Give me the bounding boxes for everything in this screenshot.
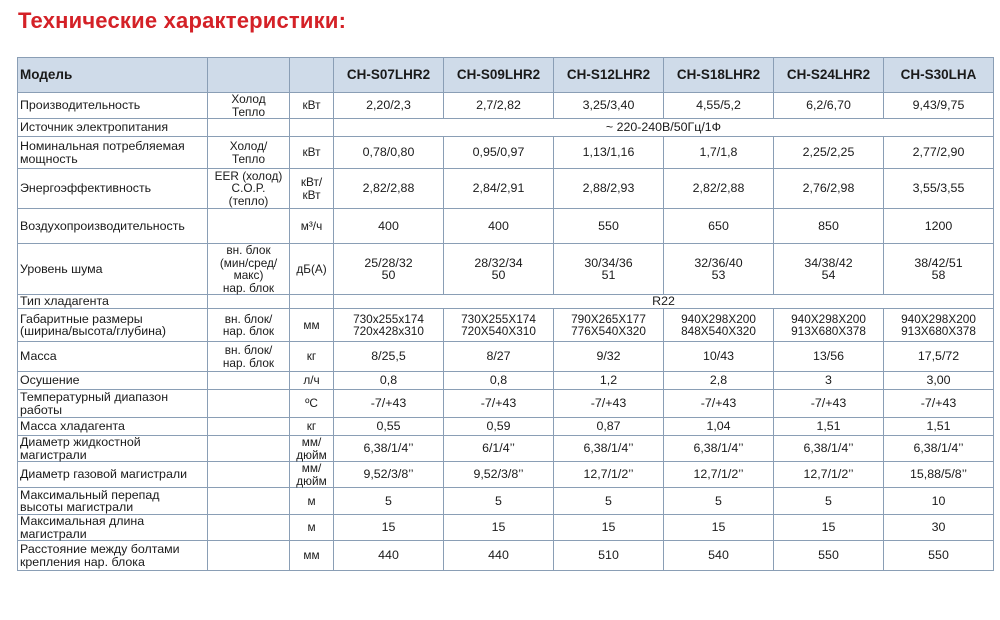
param-sub-cell: Холод/ Тепло [208, 137, 290, 169]
table-row [18, 244, 994, 295]
value-cell: 2,8 [664, 372, 774, 390]
value-cell: 12,7/1/2’’ [554, 462, 664, 488]
value-cell: 15 [774, 515, 884, 541]
value-cell: 6,2/6,70 [774, 93, 884, 119]
value-cell: 400 [444, 209, 554, 244]
table-row [18, 488, 994, 515]
param-name-cell: Энергоэффективность [18, 169, 208, 209]
unit-cell: кг [290, 342, 334, 372]
param-name-cell: Максимальный перепад высоты магистрали [18, 488, 208, 515]
value-cell: 1200 [884, 209, 994, 244]
value-cell: 5 [334, 488, 444, 515]
value-cell: 28/32/34 50 [444, 244, 554, 295]
value-cell: 30 [884, 515, 994, 541]
param-name-cell: Максимальная длина магистрали [18, 515, 208, 541]
param-name-cell: Номинальная потребляемая мощность [18, 137, 208, 169]
value-cell: 9,52/3/8’’ [444, 462, 554, 488]
value-cell: 6,38/1/4’’ [554, 436, 664, 462]
value-cell: 9,52/3/8’’ [334, 462, 444, 488]
value-cell: 940X298X200 848X540X320 [664, 309, 774, 342]
value-cell: 3,25/3,40 [554, 93, 664, 119]
header-blank-cell [290, 58, 334, 93]
value-cell: 5 [554, 488, 664, 515]
param-sub-cell [208, 541, 290, 571]
unit-cell: мм/ дюйм [290, 462, 334, 488]
param-sub-cell [208, 119, 290, 137]
table-row [18, 137, 994, 169]
table-row [18, 295, 994, 309]
value-cell: 0,95/0,97 [444, 137, 554, 169]
value-cell: 1,51 [774, 418, 884, 436]
spec-table [17, 57, 994, 571]
value-cell: 510 [554, 541, 664, 571]
value-cell: 8/25,5 [334, 342, 444, 372]
param-name-cell: Диаметр жидкостной магистрали [18, 436, 208, 462]
value-cell: 15 [554, 515, 664, 541]
value-cell: 2,88/2,93 [554, 169, 664, 209]
header-blank-cell [208, 58, 290, 93]
value-cell: 13/56 [774, 342, 884, 372]
param-sub-cell [208, 372, 290, 390]
unit-cell: мм/ дюйм [290, 436, 334, 462]
value-cell: -7/+43 [664, 390, 774, 418]
param-sub-cell [208, 209, 290, 244]
value-cell: -7/+43 [884, 390, 994, 418]
param-sub-cell: EER (холод) C.O.P. (тепло) [208, 169, 290, 209]
value-cell: 2,20/2,3 [334, 93, 444, 119]
unit-cell [290, 295, 334, 309]
value-cell: 400 [334, 209, 444, 244]
value-cell: 9,43/9,75 [884, 93, 994, 119]
table-row [18, 169, 994, 209]
value-cell: 0,59 [444, 418, 554, 436]
value-cell: 730x255x174 720x428x310 [334, 309, 444, 342]
param-name-cell: Уровень шума [18, 244, 208, 295]
value-cell: 550 [884, 541, 994, 571]
span-value-cell: R22 [334, 295, 994, 309]
unit-cell: кВт [290, 93, 334, 119]
table-row [18, 418, 994, 436]
value-cell: 0,8 [334, 372, 444, 390]
param-name-cell: Температурный диапазон работы [18, 390, 208, 418]
value-cell: 0,55 [334, 418, 444, 436]
header-model-name: CH-S30LHA [884, 58, 994, 93]
value-cell: 0,8 [444, 372, 554, 390]
param-sub-cell [208, 436, 290, 462]
value-cell: 6,38/1/4’’ [774, 436, 884, 462]
value-cell: 550 [554, 209, 664, 244]
header-model-name: CH-S24LHR2 [774, 58, 884, 93]
unit-cell: кВт/ кВт [290, 169, 334, 209]
value-cell: 940X298X200 913X680X378 [774, 309, 884, 342]
value-cell: 3,00 [884, 372, 994, 390]
unit-cell: м [290, 488, 334, 515]
value-cell: 10 [884, 488, 994, 515]
table-row [18, 309, 994, 342]
param-sub-cell: Холод Тепло [208, 93, 290, 119]
value-cell: 650 [664, 209, 774, 244]
value-cell: 1,2 [554, 372, 664, 390]
value-cell: 12,7/1/2’’ [774, 462, 884, 488]
value-cell: 34/38/42 54 [774, 244, 884, 295]
unit-cell: кВт [290, 137, 334, 169]
param-sub-cell: вн. блок (мин/сред/ макс) нар. блок [208, 244, 290, 295]
unit-cell: ºC [290, 390, 334, 418]
unit-cell: м [290, 515, 334, 541]
value-cell: 17,5/72 [884, 342, 994, 372]
param-name-cell: Источник электропитания [18, 119, 208, 137]
unit-cell [290, 119, 334, 137]
value-cell: 4,55/5,2 [664, 93, 774, 119]
param-sub-cell [208, 462, 290, 488]
value-cell: 2,84/2,91 [444, 169, 554, 209]
unit-cell: мм [290, 309, 334, 342]
value-cell: 2,7/2,82 [444, 93, 554, 119]
value-cell: 8/27 [444, 342, 554, 372]
value-cell: 9/32 [554, 342, 664, 372]
param-sub-cell: вн. блок/ нар. блок [208, 342, 290, 372]
param-name-cell: Масса [18, 342, 208, 372]
value-cell: 6/1/4’’ [444, 436, 554, 462]
value-cell: 12,7/1/2’’ [664, 462, 774, 488]
value-cell: 2,82/2,88 [664, 169, 774, 209]
param-name-cell: Габаритные размеры (ширина/высота/глубина) [18, 309, 208, 342]
unit-cell: дБ(А) [290, 244, 334, 295]
table-row [18, 119, 994, 137]
value-cell: 1,7/1,8 [664, 137, 774, 169]
value-cell: 440 [334, 541, 444, 571]
param-sub-cell [208, 418, 290, 436]
param-name-cell: Диаметр газовой магистрали [18, 462, 208, 488]
param-name-cell: Осушение [18, 372, 208, 390]
value-cell: 730X255X174 720X540X310 [444, 309, 554, 342]
param-sub-cell [208, 295, 290, 309]
table-row [18, 93, 994, 119]
value-cell: 850 [774, 209, 884, 244]
value-cell: 6,38/1/4’’ [664, 436, 774, 462]
table-row [18, 342, 994, 372]
value-cell: 38/42/51 58 [884, 244, 994, 295]
param-sub-cell [208, 390, 290, 418]
value-cell: 1,13/1,16 [554, 137, 664, 169]
value-cell: 2,82/2,88 [334, 169, 444, 209]
value-cell: 15 [664, 515, 774, 541]
header-model-name: CH-S18LHR2 [664, 58, 774, 93]
param-name-cell: Тип хладагента [18, 295, 208, 309]
value-cell: 0,78/0,80 [334, 137, 444, 169]
unit-cell: м³/ч [290, 209, 334, 244]
value-cell: 3 [774, 372, 884, 390]
value-cell: -7/+43 [334, 390, 444, 418]
unit-cell: кг [290, 418, 334, 436]
unit-cell: л/ч [290, 372, 334, 390]
value-cell: 5 [444, 488, 554, 515]
value-cell: 5 [664, 488, 774, 515]
value-cell: 10/43 [664, 342, 774, 372]
value-cell: 0,87 [554, 418, 664, 436]
table-row [18, 372, 994, 390]
value-cell: -7/+43 [444, 390, 554, 418]
value-cell: 15,88/5/8’’ [884, 462, 994, 488]
value-cell: 15 [444, 515, 554, 541]
table-row [18, 462, 994, 488]
header-model-name: CH-S12LHR2 [554, 58, 664, 93]
value-cell: 940X298X200 913X680X378 [884, 309, 994, 342]
value-cell: 1,51 [884, 418, 994, 436]
table-row [18, 515, 994, 541]
param-sub-cell [208, 515, 290, 541]
header-model-name: CH-S09LHR2 [444, 58, 554, 93]
value-cell: 25/28/32 50 [334, 244, 444, 295]
value-cell: 440 [444, 541, 554, 571]
value-cell: -7/+43 [774, 390, 884, 418]
unit-cell: мм [290, 541, 334, 571]
value-cell: 15 [334, 515, 444, 541]
value-cell: 2,76/2,98 [774, 169, 884, 209]
table-header-row [18, 58, 994, 93]
value-cell: 6,38/1/4’’ [334, 436, 444, 462]
param-sub-cell: вн. блок/ нар. блок [208, 309, 290, 342]
value-cell: 540 [664, 541, 774, 571]
param-name-cell: Расстояние между болтами крепления нар. блока [18, 541, 208, 571]
value-cell: 2,77/2,90 [884, 137, 994, 169]
param-sub-cell [208, 488, 290, 515]
table-row [18, 436, 994, 462]
value-cell: 6,38/1/4’’ [884, 436, 994, 462]
param-name-cell: Масса хладагента [18, 418, 208, 436]
value-cell: 1,04 [664, 418, 774, 436]
header-model-name: CH-S07LHR2 [334, 58, 444, 93]
table-row [18, 209, 994, 244]
page-title: Технические характеристики: [18, 8, 347, 33]
value-cell: 2,25/2,25 [774, 137, 884, 169]
table-row [18, 541, 994, 571]
value-cell: 30/34/36 51 [554, 244, 664, 295]
value-cell: 550 [774, 541, 884, 571]
param-name-cell: Производительность [18, 93, 208, 119]
value-cell: 5 [774, 488, 884, 515]
value-cell: 3,55/3,55 [884, 169, 994, 209]
table-row [18, 390, 994, 418]
param-name-cell: Воздухопроизводительность [18, 209, 208, 244]
header-model-label: Модель [18, 58, 208, 93]
span-value-cell: ~ 220-240В/50Гц/1Ф [334, 119, 994, 137]
value-cell: 32/36/40 53 [664, 244, 774, 295]
value-cell: 790X265X177 776X540X320 [554, 309, 664, 342]
value-cell: -7/+43 [554, 390, 664, 418]
